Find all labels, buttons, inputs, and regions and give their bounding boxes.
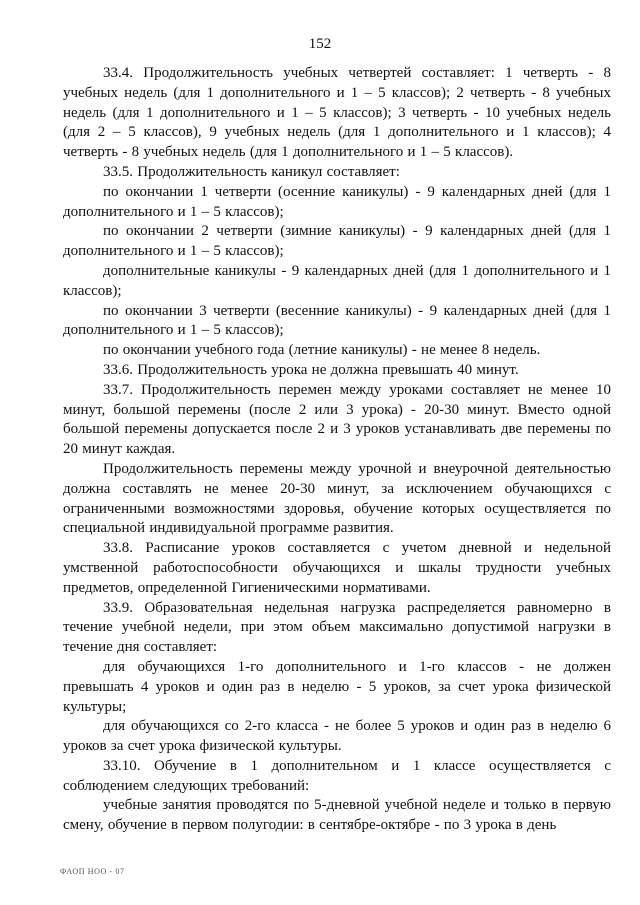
paragraph-33-4: 33.4. Продолжительность учебных четвертей составляет: 1 четверть - 8 учебных недель (для 1 дополнительного и 1 – 5 классов); 2 четверть - 8 учебных недель (для 1 дополнительного и 1 – 5 классов); 3 четверть - 10 учебных недель (для 2 – 5 классов), 9 учебных недель (для 1 дополнительного и 1 классов); 4 четверть - 8 учебных недель (для 1 дополнительного и 1 – 5 классов). [63,65,611,161]
list-item-additional-holidays: дополнительные каникулы - 9 календарных дней (для 1 дополнительного и 1 классов); [63,262,611,299]
page-number: 152 [308,36,332,52]
list-item-lessons-schedule: учебные занятия проводятся по 5-дневной учебной неделе и только в первую смену, обучение в первом полугодии: в сентябре-октябре - по 3 урока в день [63,797,611,834]
list-item-summer-holidays: по окончании учебного года (летние каникулы) - не менее 8 недель. [103,342,541,359]
paragraph-33-7: 33.7. Продолжительность перемен между уроками составляет не менее 10 минут, большой перемены (после 2 или 3 урока) - 20-30 минут. Вместо одной большой перемены допускается после 2 и 3 уроков устанавливать две перемены по 20 минут каждая. [63,381,611,458]
list-item-winter-holidays: по окончании 2 четверти (зимние каникулы) - 9 календарных дней (для 1 дополнительного и 1 – 5 классов); [63,223,611,260]
paragraph-33-6: 33.6. Продолжительность урока не должна превышать 40 минут. [103,361,519,378]
document-body [63,64,611,836]
list-item-spring-holidays: по окончании 3 четверти (весенние каникулы) - 9 календарных дней (для 1 дополнительного и 1 – 5 классов); [63,302,611,339]
list-item-grade-2-load: для обучающихся со 2-го класса - не более 5 уроков и один раз в неделю 6 уроков за счет урока физической культуры. [63,718,611,755]
paragraph-33-9: 33.9. Образовательная недельная нагрузка распределяется равномерно в течение учебной недели, при этом объем максимально допустимой нагрузки в течение дня составляет: [63,599,611,656]
list-item-grade-1-load: для обучающихся 1-го дополнительного и 1-го классов - не должен превышать 4 уроков и один раз в неделю - 5 уроков, за счет урока физической культуры; [63,658,611,715]
paragraph-33-5: 33.5. Продолжительность каникул составляет: [103,163,400,180]
list-item-autumn-holidays: по окончании 1 четверти (осенние каникулы) - 9 календарных дней (для 1 дополнительного и 1 – 5 классов); [63,183,611,220]
paragraph-33-8: 33.8. Расписание уроков составляется с учетом дневной и недельной умственной работоспособности обучающихся и шкалы трудности учебных предметов, определенной Гигиеническими нормативами. [63,540,611,596]
paragraph-break-duration: Продолжительность перемены между урочной и внеурочной деятельностью должна составлять не менее 20-30 минут, за исключением обучающихся с ограниченными возможностями здоровья, обучение которых осуществляется по специальной индивидуальной программе развития. [63,460,611,537]
footer-document-code: ФАОП НОО - 07 [60,867,125,876]
paragraph-33-10: 33.10. Обучение в 1 дополнительном и 1 классе осуществляется с соблюдением следующих требований: [63,757,611,794]
